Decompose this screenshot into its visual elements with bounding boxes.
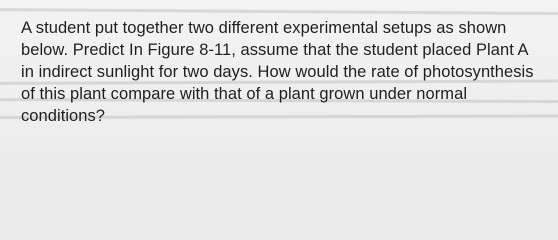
background-streak — [0, 8, 558, 15]
question-text: A student put together two different experimental setups as shown below. Predict In Figure 8-11, assume that the student placed Plant A in indirect sunlight for two days. How would the rate of photosynthesis of this plant compare with that of a plant grown under normal conditions? — [21, 19, 534, 125]
